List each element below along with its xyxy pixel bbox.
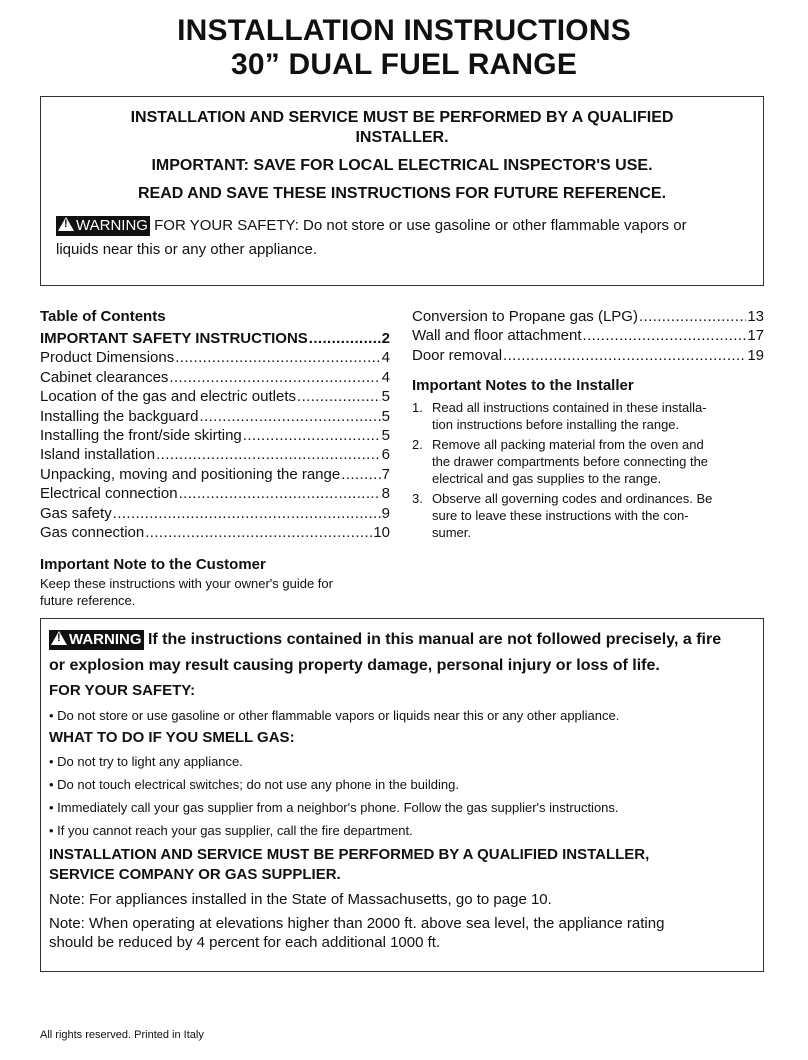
installer-note-line: the drawer compartments before connecting the — [432, 454, 709, 470]
toc-entry-page: 19 — [747, 346, 764, 364]
toc-list-left — [40, 329, 390, 542]
warning-statement — [56, 214, 756, 262]
toc-leader-dots — [639, 307, 746, 326]
toc-entry — [40, 484, 390, 503]
toc-entry-label: Product Dimensions — [40, 349, 175, 367]
installer-note-number: 2. — [412, 437, 423, 453]
installer-note-line: tion instructions before installing the range. — [432, 417, 680, 433]
toc-leader-dots — [113, 504, 381, 523]
installer-note-item — [412, 399, 764, 433]
installer-note-line: Remove all packing material from the oven and — [432, 437, 704, 453]
installer-notes-heading: Important Notes to the Installer — [412, 377, 634, 395]
warning-label-2: WARNING — [69, 631, 142, 648]
warning-label: WARNING — [76, 217, 148, 234]
installer-note-line: sumer. — [432, 525, 472, 541]
toc-heading: Table of Contents — [40, 308, 166, 325]
toc-entry-page: 7 — [381, 465, 390, 483]
toc-list-right — [412, 307, 764, 365]
warning-triangle-icon — [58, 217, 74, 231]
toc-entry — [40, 387, 390, 406]
toc-leader-dots — [145, 523, 372, 542]
toc-leader-dots — [175, 348, 380, 367]
smell-gas-bullet: • Immediately call your gas supplier from a neighbor's phone. Follow the gas supplier's instructions. — [49, 800, 619, 815]
warning-headline-line-1 — [49, 627, 763, 653]
toc-entry-page: 10 — [373, 524, 390, 542]
installer-note-text — [432, 436, 764, 487]
toc-leader-dots — [179, 484, 381, 503]
page-title — [0, 14, 808, 82]
toc-entry-page: 5 — [381, 388, 390, 406]
elevation-note-line-2: should be reduced by 4 percent for each additional 1000 ft. — [49, 934, 441, 951]
smell-gas-heading: WHAT TO DO IF YOU SMELL GAS: — [49, 729, 295, 746]
toc-entry-label: Gas connection — [40, 524, 145, 542]
toc-entry-label: IMPORTANT SAFETY INSTRUCTIONS — [40, 330, 308, 347]
warning-headline-text-1: If the instructions contained in this manual are not followed precisely, a fire — [147, 631, 722, 648]
toc-entry-label: Gas safety — [40, 504, 112, 522]
warning-text-line-1: FOR YOUR SAFETY: Do not store or use gasoline or other flammable vapors or — [154, 217, 687, 234]
toc-right-column — [412, 307, 764, 544]
toc-entry-page: 9 — [381, 504, 390, 522]
customer-note — [40, 555, 400, 609]
smell-gas-bullet: • Do not touch electrical switches; do not use any phone in the building. — [49, 777, 459, 792]
installer-notes-list — [412, 399, 764, 541]
notice-box — [40, 96, 764, 286]
installer-note-item — [412, 490, 764, 541]
installer-note-line: Read all instructions contained in these installa- — [432, 400, 707, 416]
toc-entry-label: Island installation — [40, 446, 156, 464]
toc-entry — [40, 407, 390, 426]
installer-note-line: Observe all governing codes and ordinances. Be — [432, 491, 713, 507]
toc-leader-dots — [156, 445, 381, 464]
toc-entry — [412, 307, 764, 326]
toc-entry-label: Location of the gas and electric outlets — [40, 388, 296, 406]
safety-heading: FOR YOUR SAFETY: — [49, 682, 196, 699]
warning-badge-2 — [49, 630, 144, 650]
qualified-installer-notice — [41, 108, 763, 148]
smell-gas-list — [49, 753, 763, 839]
toc-entry-page: 6 — [381, 446, 390, 464]
toc-entry — [412, 326, 764, 345]
toc-entry-page: 17 — [747, 327, 764, 345]
warning-box — [40, 618, 764, 972]
elevation-note-line-1: Note: When operating at elevations higher than 2000 ft. above sea level, the appliance rating — [49, 915, 665, 932]
save-instructions-notice: READ AND SAVE THESE INSTRUCTIONS FOR FUTURE REFERENCE. — [137, 185, 667, 202]
toc-leader-dots — [243, 426, 381, 445]
title-line-2: 30” DUAL FUEL RANGE — [230, 48, 578, 81]
toc-entry — [40, 426, 390, 445]
table-of-contents — [40, 307, 390, 542]
safety-bullet: • Do not store or use gasoline or other flammable vapors or liquids near this or any other appliance. — [49, 708, 620, 723]
toc-entry — [40, 523, 390, 542]
footer-text: All rights reserved. Printed in Italy — [40, 1029, 204, 1041]
installer-note-line: electrical and gas supplies to the range. — [432, 471, 662, 487]
toc-leader-dots — [503, 346, 746, 365]
toc-entry-label: Wall and floor attachment — [412, 327, 582, 345]
inspector-notice: IMPORTANT: SAVE FOR LOCAL ELECTRICAL INSPECTOR'S USE. — [151, 157, 653, 174]
toc-entry — [40, 445, 390, 464]
warning-text-line-2: liquids near this or any other appliance. — [56, 241, 317, 258]
customer-note-heading: Important Note to the Customer — [40, 556, 266, 573]
toc-entry-label: Conversion to Propane gas (LPG) — [412, 308, 638, 325]
toc-entry-page: 4 — [381, 349, 390, 367]
toc-entry-label: Installing the front/side skirting — [40, 427, 242, 445]
toc-entry — [412, 346, 764, 365]
massachusetts-note: Note: For appliances installed in the State of Massachusetts, go to page 10. — [49, 891, 552, 908]
title-line-1: INSTALLATION INSTRUCTIONS — [177, 14, 631, 47]
toc-entry-page: 8 — [381, 485, 390, 503]
toc-entry-page: 2 — [381, 330, 390, 347]
warning-headline-line-2: or explosion may result causing property damage, personal injury or loss of life. — [49, 657, 660, 674]
toc-entry-label: Cabinet clearances — [40, 368, 169, 386]
customer-note-line-2: future reference. — [40, 593, 136, 608]
toc-entry — [40, 329, 390, 348]
smell-gas-bullet: • If you cannot reach your gas supplier, call the fire department. — [49, 823, 413, 838]
toc-entry-page: 4 — [381, 368, 390, 386]
notice-line-1a: INSTALLATION AND SERVICE MUST BE PERFORMED BY A QUALIFIED — [130, 109, 674, 126]
toc-leader-dots — [583, 326, 747, 345]
toc-leader-dots — [297, 387, 381, 406]
toc-entry — [40, 504, 390, 523]
toc-entry-label: Door removal — [412, 346, 503, 364]
toc-entry-page: 5 — [381, 407, 390, 425]
smell-gas-bullet: • Do not try to light any appliance. — [49, 754, 243, 769]
installer-note-item — [412, 436, 764, 487]
service-notice-line-1: INSTALLATION AND SERVICE MUST BE PERFORMED BY A QUALIFIED INSTALLER, — [49, 846, 650, 863]
customer-note-line-1: Keep these instructions with your owner's guide for — [40, 576, 333, 591]
warning-triangle-icon — [51, 631, 67, 645]
toc-leader-dots — [169, 368, 380, 387]
installer-note-number: 1. — [412, 400, 423, 416]
toc-entry — [40, 368, 390, 387]
installer-note-number: 3. — [412, 491, 423, 507]
warning-badge — [56, 216, 150, 236]
toc-entry-page: 5 — [381, 427, 390, 445]
toc-entry — [40, 348, 390, 367]
installer-note-line: sure to leave these instructions with the con- — [432, 508, 689, 524]
installer-note-text — [432, 399, 764, 433]
installer-note-text — [432, 490, 764, 541]
toc-entry-page: 13 — [747, 308, 764, 325]
toc-entry-label: Unpacking, moving and positioning the range — [40, 465, 341, 483]
toc-entry-label: Installing the backguard — [40, 407, 199, 425]
toc-entry-label: Electrical connection — [40, 485, 178, 503]
notice-line-1b: INSTALLER. — [355, 129, 449, 146]
service-notice-line-2: SERVICE COMPANY OR GAS SUPPLIER. — [49, 866, 341, 883]
toc-leader-dots — [199, 407, 380, 426]
toc-leader-dots — [309, 329, 381, 348]
toc-leader-dots — [341, 465, 380, 484]
toc-entry — [40, 465, 390, 484]
